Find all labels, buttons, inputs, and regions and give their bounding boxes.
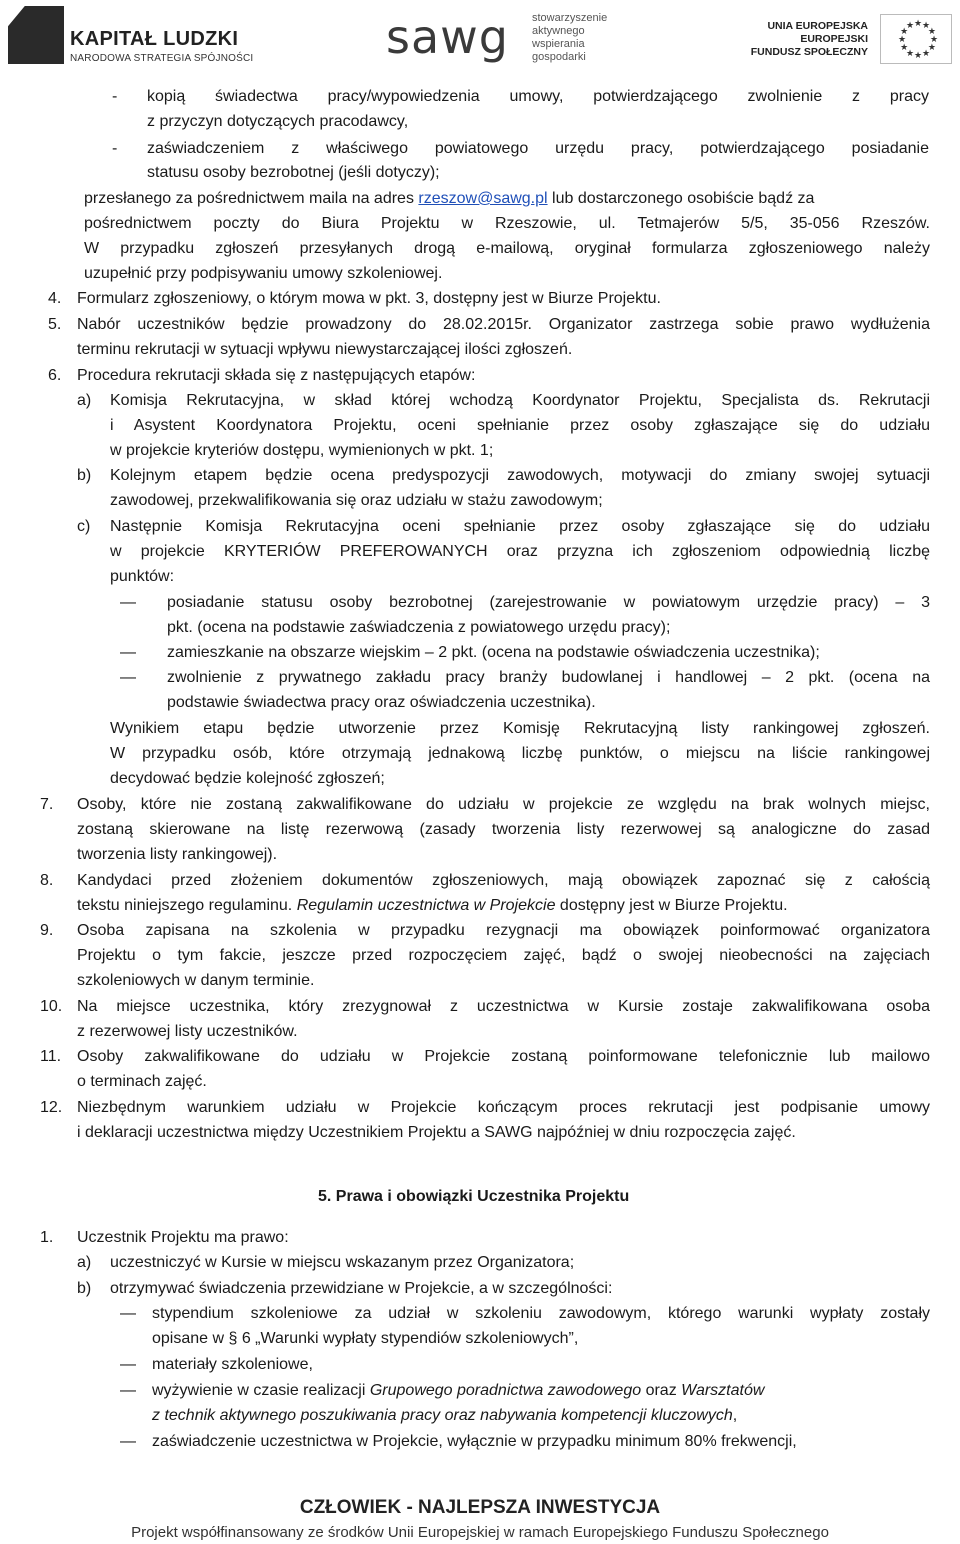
text-line — [84, 188, 814, 210]
text-line — [120, 667, 136, 689]
text-line — [110, 516, 930, 538]
text-run: uzupełnić przy podpisywaniu umowy szkoleniowej. — [84, 265, 443, 282]
eu-star-icon: ★ — [898, 34, 907, 44]
eu-logo — [750, 14, 952, 66]
text-run: w projekcie kryteriów dostępu, wymienionych w pkt. 1; — [110, 442, 494, 459]
text-line — [77, 465, 91, 487]
eu-star-icon: ★ — [906, 47, 915, 58]
text-line — [147, 162, 440, 184]
text-run: oraz — [641, 1382, 682, 1399]
text-line — [152, 1380, 764, 1402]
text-line — [48, 314, 61, 336]
text-line — [84, 238, 930, 260]
text-line — [120, 1431, 136, 1453]
text-line — [120, 592, 136, 614]
text-run: z przyczyn dotyczących pracodawcy, — [147, 113, 409, 130]
text-line — [40, 1046, 61, 1068]
email-link[interactable]: rzeszow@sawg.pl — [418, 190, 548, 207]
text-run: kopią świadectwa pracy/wypowiedzenia umowy, potwierdzającego zwolnienie z pracy — [147, 88, 929, 105]
kapital-ludzki-logo — [8, 6, 258, 66]
footer-cofinancing-note: Projekt współfinansowany ze środków Unii Europejskiej w ramach Europejskiego Funduszu Społecznego — [131, 1524, 829, 1541]
sawg-subtitle-line: aktywnego — [532, 25, 585, 37]
text-run: , — [732, 1407, 738, 1424]
text-line — [110, 768, 385, 790]
text-line — [77, 996, 930, 1018]
kapital-ludzki-subtitle: NARODOWA STRATEGIA SPÓJNOŚCI — [70, 53, 254, 64]
sawg-subtitle — [532, 12, 607, 64]
section-heading — [318, 1186, 629, 1208]
text-run: — — [120, 1433, 136, 1450]
eu-logo-line: FUNDUSZ SPOŁECZNY — [750, 46, 868, 58]
kapital-ludzki-title: KAPITAŁ LUDZKI — [70, 28, 239, 50]
eu-star-icon: ★ — [914, 18, 923, 28]
text-run: — — [120, 669, 136, 686]
eu-logo-line: EUROPEJSKI — [800, 33, 868, 45]
text-line — [110, 490, 603, 512]
text-line — [77, 1278, 91, 1300]
text-run: lub dostarczonego osobiście bądź za — [547, 190, 815, 207]
text-run: c) — [77, 518, 91, 535]
text-line — [77, 1071, 207, 1093]
eu-star-icon: ★ — [922, 47, 931, 58]
text-run: — — [120, 1356, 136, 1373]
text-run: statusu osoby bezrobotnej (jeśli dotyczy); — [147, 164, 440, 181]
text-line — [40, 870, 53, 892]
text-run: zaświadczeniem z właściwego powiatowego urzędu pracy, potwierdzającego posiadanie — [147, 140, 929, 157]
text-run: tworzenia listy rankingowej). — [77, 846, 278, 863]
text-line — [167, 692, 596, 714]
text-run: wyżywienie w czasie realizacji — [152, 1382, 370, 1399]
text-run: pośrednictwem poczty do Biura Projektu w Rzeszowie, ul. Tetmajerów 5/5, 35-056 Rzeszów. — [84, 215, 930, 232]
text-line — [77, 1227, 289, 1249]
text-run: zawodowej, przekwalifikowania się oraz udziału w stażu zawodowym; — [110, 492, 603, 509]
text-run: W przypadku zgłoszeń przesyłanych drogą e-mailową, oryginał formularza zgłoszeniowego należy — [84, 240, 930, 257]
text-line — [40, 996, 62, 1018]
text-run: a) — [77, 392, 92, 409]
sawg-subtitle-line: wspierania — [532, 38, 585, 50]
text-run: 12. — [40, 1099, 63, 1116]
sawg-wordmark: sawg — [386, 10, 509, 64]
text-line — [120, 1303, 136, 1325]
text-line — [77, 365, 475, 387]
text-line — [152, 1354, 313, 1376]
text-line — [152, 1431, 797, 1453]
text-run: szkoleniowych w danym terminie. — [77, 972, 315, 989]
text-run: Projektu o tym fakcie, jeszcze przed rozpoczęciem zajęć, bądź o swojej nieobecności na zajęciach — [77, 947, 930, 964]
text-run: 1. — [40, 1229, 54, 1246]
eu-star-icon: ★ — [914, 50, 923, 60]
text-run: opisane w § 6 „Warunki wypłaty stypendiów szkoleniowych”, — [152, 1330, 579, 1347]
text-line — [147, 138, 929, 160]
text-line — [110, 440, 493, 462]
text-line — [110, 541, 930, 563]
eu-star-icon: ★ — [900, 42, 909, 52]
text-run: b) — [77, 467, 92, 484]
text-line — [110, 1252, 574, 1274]
text-run: — — [120, 594, 136, 611]
text-run: Na miejsce uczestnika, który zrezygnował z uczestnictwa w Kursie zostaje zakwalifikowana osoba — [77, 998, 930, 1015]
text-line — [110, 1278, 612, 1300]
text-run: Nabór uczestników będzie prowadzony do 28.02.2015r. Organizator zastrzega sobie prawo wydłużenia — [77, 316, 930, 333]
text-line — [110, 743, 930, 765]
italic-run: Grupowego poradnictwa zawodowego — [369, 1382, 642, 1399]
text-line — [77, 314, 930, 336]
text-line — [110, 718, 930, 740]
text-run: 10. — [40, 998, 63, 1015]
text-line — [77, 1097, 930, 1119]
text-line — [77, 288, 661, 310]
text-run: podstawie świadectwa pracy oraz oświadczenia uczestnika). — [167, 694, 596, 711]
text-run: Kandydaci przed złożeniem dokumentów zgłoszeniowych, mają obowiązek zapoznać się z całością — [77, 872, 930, 889]
text-line — [40, 1097, 62, 1119]
text-run: uczestniczyć w Kursie w miejscu wskazanym przez Organizatora; — [110, 1254, 575, 1271]
text-line — [77, 1046, 930, 1068]
text-line — [77, 895, 788, 917]
text-line — [77, 920, 930, 942]
text-line — [84, 213, 930, 235]
text-line — [112, 86, 117, 108]
text-line — [167, 667, 930, 689]
text-line — [167, 617, 670, 639]
text-run: z rezerwowej listy uczestników. — [77, 1023, 298, 1040]
text-run: 5. Prawa i obowiązki Uczestnika Projektu — [318, 1188, 630, 1205]
text-run: pkt. (ocena na podstawie zaświadczenia z powiatowego urzędu pracy); — [167, 619, 671, 636]
text-line — [110, 465, 930, 487]
text-line — [120, 1354, 136, 1376]
text-line — [110, 566, 174, 588]
text-line — [77, 516, 90, 538]
text-run: Osoby, które nie zostaną zakwalifikowane do udziału w projekcie ze względu na brak wolnych miejsc, — [77, 796, 930, 813]
text-run: przesłanego za pośrednictwem maila na adres — [84, 190, 419, 207]
text-line — [112, 138, 117, 160]
text-run: i Asystent Koordynatora Projektu, oceni spełnianie przez osoby zgłaszające się do udziału — [110, 417, 930, 434]
text-run: Wynikiem etapu będzie utworzenie przez Komisję Rekrutacyjną listy rankingowej zgłoszeń. — [110, 720, 930, 737]
text-line — [48, 288, 61, 310]
text-line — [77, 390, 91, 412]
text-line — [77, 970, 314, 992]
text-line — [120, 642, 136, 664]
text-line — [40, 794, 53, 816]
text-run: Procedura rekrutacji składa się z następujących etapów: — [77, 367, 476, 384]
text-line — [167, 642, 820, 664]
eu-star-icon: ★ — [906, 20, 915, 31]
text-line — [77, 870, 930, 892]
text-line — [48, 365, 61, 387]
text-run: 8. — [40, 872, 54, 889]
italic-run: z technik aktywnego poszukiwania pracy oraz nabywania kompetencji kluczowych — [152, 1407, 733, 1424]
footer-slogan: CZŁOWIEK - NAJLEPSZA INWESTYCJA — [299, 1497, 661, 1518]
text-run: otrzymywać świadczenia przewidziane w Projekcie, a w szczególności: — [110, 1280, 613, 1297]
text-run: 4. — [48, 290, 62, 307]
text-line — [77, 1122, 796, 1144]
text-line — [152, 1328, 578, 1350]
text-run: decydować będzie kolejność zgłoszeń; — [110, 770, 385, 787]
text-run: - — [112, 88, 118, 105]
text-line — [77, 339, 572, 361]
text-line — [77, 1252, 91, 1274]
text-run: Niezbędnym warunkiem udziału w Projekcie kończącym proces rekrutacji jest podpisanie umowy — [77, 1099, 930, 1116]
eu-star-icon: ★ — [930, 34, 939, 44]
text-line — [40, 1227, 53, 1249]
text-run: stypendium szkoleniowe za udział w szkoleniu zawodowym, którego warunki wypłaty zostały — [152, 1305, 930, 1322]
text-run: - — [112, 140, 118, 157]
text-line — [120, 1380, 136, 1402]
eu-flag-icon — [880, 14, 952, 64]
text-run: punktów: — [110, 568, 175, 585]
text-run: zostaną skierowane na listę rezerwową (zasady tworzenia listy rezerwowej są analogiczne do zasad — [77, 821, 930, 838]
eu-star-icon: ★ — [927, 26, 936, 36]
text-run: Osoba zapisana na szkolenia w przypadku rezygnacji ma obowiązek poinformować organizatora — [77, 922, 930, 939]
text-run: W przypadku osób, które otrzymają jednakową liczbę punktów, o miejscu na liście rankingowej — [110, 745, 930, 762]
text-run: materiały szkoleniowe, — [152, 1356, 313, 1373]
text-line — [40, 920, 53, 942]
text-run: 5. — [48, 316, 62, 333]
eu-star-icon: ★ — [927, 42, 936, 52]
sawg-subtitle-line: stowarzyszenie — [532, 12, 608, 24]
text-run: o terminach zajęć. — [77, 1073, 207, 1090]
text-run: — — [120, 1382, 136, 1399]
text-run: terminu rekrutacji w sytuacji wpływu niewystarczającej ilości zgłoszeń. — [77, 341, 573, 358]
text-line — [147, 86, 929, 108]
text-run: a) — [77, 1254, 92, 1271]
text-run: tekstu niniejszego regulaminu. — [77, 897, 297, 914]
text-run: Komisja Rekrutacyjna, w skład której wchodzą Koordynator Projektu, Specjalista ds. Rekrutacji — [110, 392, 930, 409]
text-line — [152, 1303, 930, 1325]
text-run: 7. — [40, 796, 54, 813]
text-line — [147, 111, 408, 133]
sawg-logo — [386, 8, 626, 68]
text-line — [77, 794, 930, 816]
text-run: zamieszkanie na obszarze wiejskim – 2 pkt. (ocena na podstawie oświadczenia uczestnika); — [167, 644, 820, 661]
kapital-ludzki-emblem-icon — [8, 6, 64, 64]
sawg-subtitle-line: gospodarki — [532, 51, 586, 63]
eu-star-icon: ★ — [922, 20, 931, 31]
text-run: 9. — [40, 922, 54, 939]
text-line — [110, 390, 930, 412]
text-line — [84, 263, 442, 285]
text-run: Formularz zgłoszeniowy, o którym mowa w pkt. 3, dostępny jest w Biurze Projektu. — [77, 290, 661, 307]
text-run: 11. — [40, 1048, 62, 1065]
text-run: Osoby zakwalifikowane do udziału w Projekcie zostaną poinformowane telefonicznie lub mailowo — [77, 1048, 930, 1065]
text-line — [77, 819, 930, 841]
text-line — [110, 415, 930, 437]
eu-star-icon: ★ — [900, 26, 909, 36]
text-run: — — [120, 644, 136, 661]
text-run: dostępny jest w Biurze Projektu. — [555, 897, 788, 914]
italic-run: Regulamin uczestnictwa w Projekcie — [296, 897, 556, 914]
text-run: Następnie Komisja Rekrutacyjna oceni spełnianie przez osoby zgłaszające się do udziału — [110, 518, 930, 535]
text-run: 6. — [48, 367, 62, 384]
text-line — [167, 592, 930, 614]
text-run: Kolejnym etapem będzie ocena predyspozycji zawodowych, motywacji do zmiany swojej sytuacji — [110, 467, 930, 484]
text-line — [77, 945, 930, 967]
text-line — [77, 1021, 298, 1043]
text-run: posiadanie statusu osoby bezrobotnej (zarejestrowanie w powiatowym urzędzie pracy) – 3 — [167, 594, 930, 611]
text-run: i deklaracji uczestnictwa między Uczestnikiem Projektu a SAWG najpóźniej w dniu rozpoczęcia zajęć. — [77, 1124, 796, 1141]
text-line — [77, 844, 277, 866]
eu-logo-text — [751, 20, 868, 59]
text-run: b) — [77, 1280, 92, 1297]
page-header — [0, 0, 960, 72]
eu-logo-line: UNIA EUROPEJSKA — [767, 20, 868, 32]
text-run: — — [120, 1305, 136, 1322]
text-line — [152, 1405, 737, 1427]
text-run: zaświadczenie uczestnictwa w Projekcie, wyłącznie w przypadku minimum 80% frekwencji, — [152, 1433, 797, 1450]
italic-run: Warsztatów — [681, 1382, 765, 1399]
text-run: Uczestnik Projektu ma prawo: — [77, 1229, 289, 1246]
text-run: w projekcie KRYTERIÓW PREFEROWANYCH oraz przyzna ich zgłoszeniom odpowiednią liczbę — [110, 543, 930, 560]
text-run: zwolnienie z prywatnego zakładu pracy branży budowlanej i handlowej – 2 pkt. (ocena na — [167, 669, 930, 686]
